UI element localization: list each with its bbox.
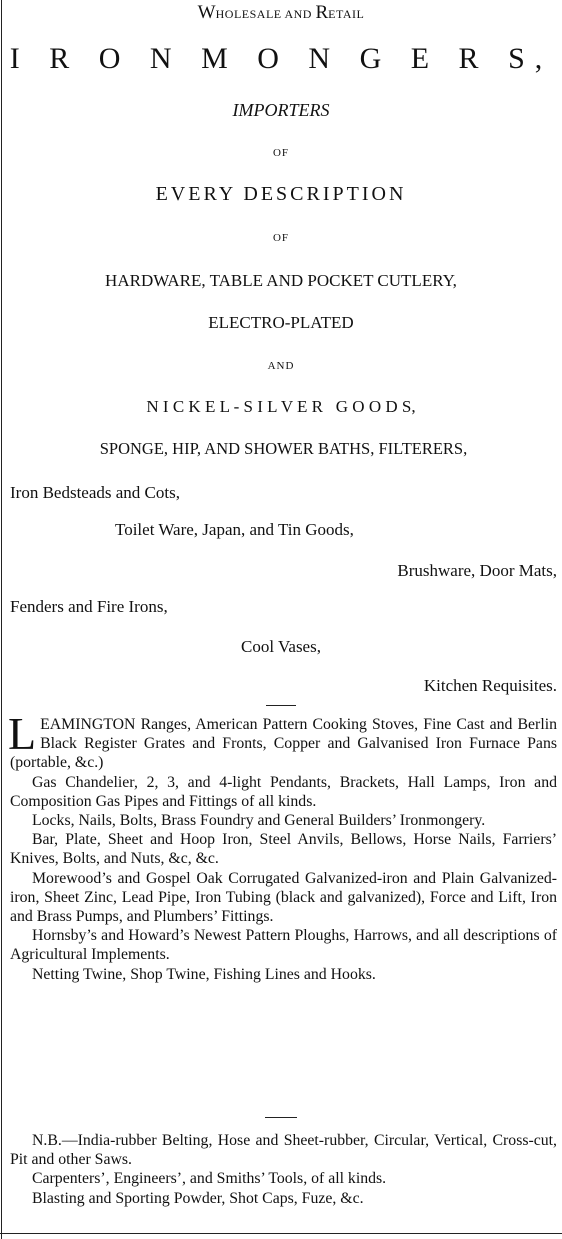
line-kitchen-requisites: Kitchen Requisites. — [423, 676, 557, 695]
paragraph-ploughs: Hornsby’s and Howard’s Newest Pattern Ploughs, Harrows, and all descriptions of Agricultural Implements. — [10, 927, 557, 964]
line-bedsteads: Iron Bedsteads and Cots, — [10, 483, 180, 502]
header-wholesale-retail: WHOLESALE AND RETAIL — [197, 2, 365, 23]
paragraph-bar-iron: Bar, Plate, Sheet and Hoop Iron, Steel Anvils, Bellows, Horse Nails, Farriers’ Knives, Bolts, and Nuts, &c, &c. — [10, 831, 557, 868]
subhead-electro-plated: ELECTRO-PLATED — [208, 313, 354, 332]
subhead-hardware: HARDWARE, TABLE AND POCKET CUTLERY, — [105, 271, 457, 290]
bottom-border-rule — [0, 1233, 562, 1234]
line-toilet-ware: Toilet Ware, Japan, and Tin Goods, — [115, 520, 354, 539]
line-brushware: Brushware, Door Mats, — [397, 561, 557, 580]
headline-ironmongers: I R O N M O N G E R S, — [9, 42, 553, 75]
subhead-sponge-baths: SPONGE, HIP, AND SHOWER BATHS, FILTERERS, — [99, 439, 468, 458]
line-fenders: Fenders and Fire Irons, — [10, 597, 168, 616]
word-of-1: OF — [272, 147, 290, 159]
paragraph-tools: Carpenters’, Engineers’, and Smiths’ Tools, of all kinds. — [32, 1170, 387, 1188]
paragraph-nb-belting: N.B.—India-rubber Belting, Hose and Sheet-rubber, Circular, Vertical, Cross-cut, Pit and other Saws. — [10, 1132, 557, 1169]
subhead-importers: IMPORTERS — [232, 100, 330, 120]
subhead-nickel-silver: N I C K E L - S I L V E R G O O D S, — [146, 397, 416, 416]
paragraph-twine: Netting Twine, Shop Twine, Fishing Lines and Hooks. — [32, 965, 376, 983]
paragraph-leamington: LEAMINGTON Ranges, American Pattern Cooking Stoves, Fine Cast and Berlin Black Register Grates and Fronts, Copper and Galvanised Iron Furnace Pans (portable, &c.) — [8, 708, 557, 772]
divider-rule-2 — [265, 1117, 297, 1118]
divider-rule-1 — [266, 705, 296, 706]
drop-cap: L — [8, 708, 37, 759]
items-block — [8, 708, 557, 984]
word-of-2: OF — [272, 232, 290, 244]
paragraph-gas: Gas Chandelier, 2, 3, and 4-light Pendants, Brackets, Hall Lamps, Iron and Composition Gas Pipes and Fittings of all kinds. — [10, 773, 557, 810]
headline-every-description: EVERY DESCRIPTION — [155, 183, 407, 205]
nb-block — [10, 1131, 557, 1208]
paragraph-locks: Locks, Nails, Bolts, Brass Foundry and General Builders’ Ironmongery. — [32, 812, 486, 830]
line-cool-vases: Cool Vases, — [241, 637, 321, 656]
paragraph-powder: Blasting and Sporting Powder, Shot Caps, Fuze, &c. — [32, 1189, 364, 1207]
paragraph-corrugated: Morewood’s and Gospel Oak Corrugated Galvanized-iron and Plain Galvanized-iron, Sheet Zinc, Lead Pipe, Iron Tubing (black and galvanized), Force and Lift, Iron and Brass Pumps, and Plumbers’ Fittings. — [10, 869, 557, 926]
word-and: AND — [267, 360, 295, 372]
